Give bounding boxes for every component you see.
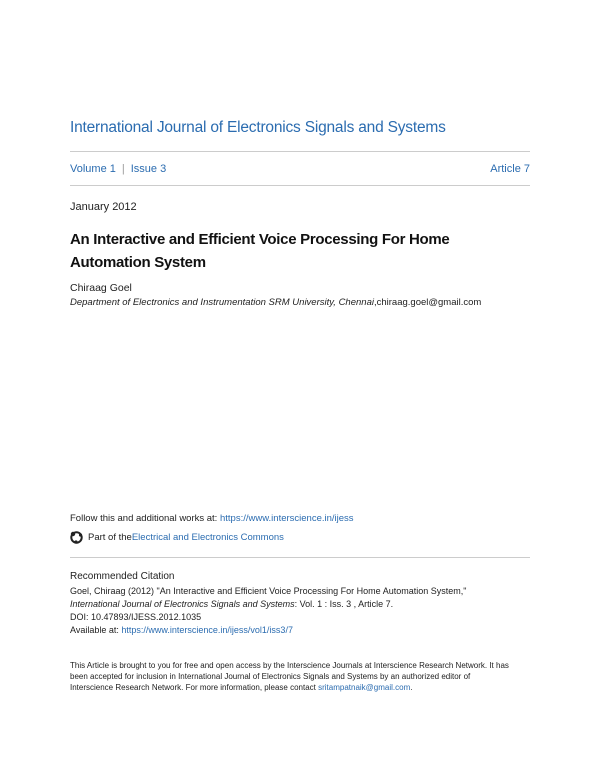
citation-volume: : Vol. 1 : Iss. 3 , Article 7. <box>294 599 394 609</box>
journal-title[interactable]: International Journal of Electronics Signals and Systems <box>70 119 446 136</box>
citation-doi: DOI: 10.47893/IJESS.2012.1035 <box>70 612 202 622</box>
citation-journal: International Journal of Electronics Signals and Systems <box>70 599 295 609</box>
issue-link[interactable]: Issue 3 <box>130 163 167 175</box>
partof-prefix: Part of the <box>88 532 132 543</box>
header-divider <box>70 151 530 152</box>
affiliation-text: Department of Electronics and Instrumentation SRM University, Chennai <box>70 297 374 308</box>
issue-divider <box>70 185 530 186</box>
author-name: Chiraag Goel <box>70 282 132 294</box>
volume-link[interactable]: Volume 1 <box>70 163 116 175</box>
footer-notice <box>70 660 510 693</box>
part-of-line <box>70 531 284 544</box>
citation-divider <box>70 557 530 558</box>
contact-email-link[interactable]: sritampatnaik@gmail.com <box>318 683 411 692</box>
commons-link[interactable]: Electrical and Electronics Commons <box>131 532 284 543</box>
follow-text: Follow this and additional works at: <box>70 513 220 524</box>
follow-line <box>70 513 354 524</box>
footer-end: . <box>410 683 413 692</box>
citation-available <box>70 625 293 635</box>
follow-link[interactable]: https://www.interscience.in/ijess <box>219 513 354 524</box>
available-label: Available at: <box>70 625 122 635</box>
available-link[interactable]: https://www.interscience.in/ijess/vol1/iss3/7 <box>121 625 293 635</box>
citation-heading: Recommended Citation <box>70 571 175 582</box>
commons-network-icon <box>70 531 83 544</box>
citation-line-1: Goel, Chiraag (2012) "An Interactive and Efficient Voice Processing For Home Automation System," <box>70 586 467 596</box>
footer-text: This Article is brought to you for free and open access by the Interscience Journals at Interscience Research Network. It has been accepted for inclusion in International Journal of Electronics Signals and Systems by an authorized editor of Interscience Research Network. For more information, please contact <box>70 661 509 692</box>
publication-date: January 2012 <box>70 201 137 213</box>
article-title: An Interactive and Efficient Voice Processing For Home Automation System <box>70 231 450 271</box>
issue-bar <box>70 163 530 175</box>
author-email: ,chiraag.goel@gmail.com <box>373 297 482 308</box>
author-affiliation <box>70 297 481 308</box>
citation-line-2 <box>70 599 393 609</box>
article-link[interactable]: Article 7 <box>490 163 530 175</box>
separator: | <box>121 163 125 175</box>
